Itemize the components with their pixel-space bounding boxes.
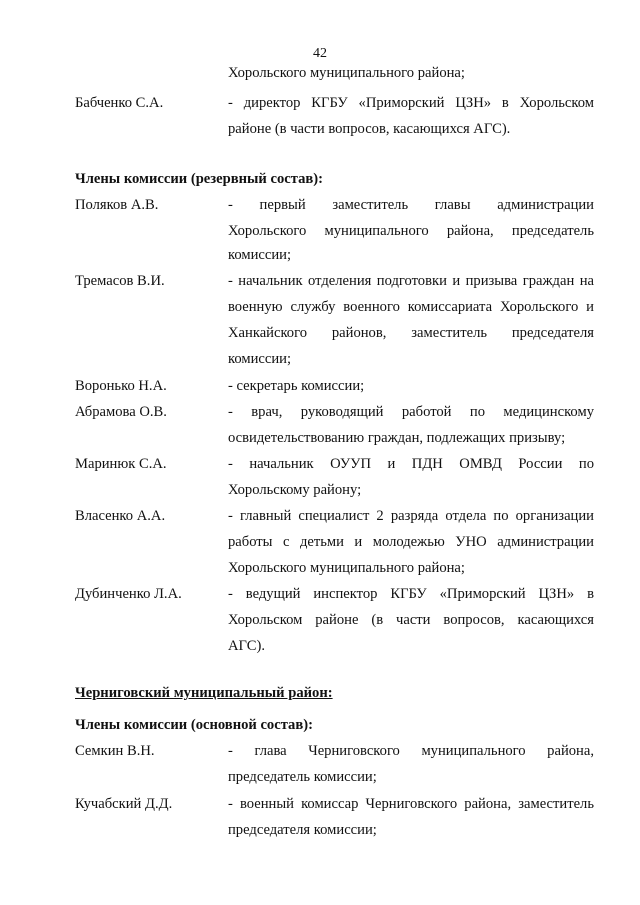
member-name: Дубинченко Л.А. — [75, 586, 182, 602]
member-name: Власенко А.А. — [75, 508, 166, 524]
section-heading-main: Члены комиссии (основной состав): — [75, 717, 313, 733]
member-role-line: - начальник ОУУП и ПДН ОМВД России по — [228, 456, 594, 472]
member-role-line: - начальник отделения подготовки и призыва граждан на — [228, 273, 594, 289]
member-role-line: Хорольском районе (в части вопросов, касающихся — [228, 612, 594, 628]
member-role-line: - первый заместитель главы администрации — [228, 197, 594, 213]
member-role-line: АГС). — [228, 638, 266, 654]
member-name: Тремасов В.И. — [75, 273, 165, 289]
member-role-line: Хорольского муниципального района, председатель — [228, 223, 594, 239]
text-line: Хорольского муниципального района; — [228, 65, 465, 81]
member-role-line: председателя комиссии; — [228, 822, 377, 838]
member-role-line: - глава Черниговского муниципального района, — [228, 743, 594, 759]
member-role-line: районе (в части вопросов, касающихся АГС). — [228, 121, 511, 137]
member-role-line: Хорольскому району; — [228, 482, 362, 498]
member-role-line: - директор КГБУ «Приморский ЦЗН» в Хорольском — [228, 95, 594, 111]
member-role-line: комиссии; — [228, 247, 292, 263]
member-role-line: Ханкайского районов, заместитель председателя — [228, 325, 594, 341]
member-role-line: - главный специалист 2 разряда отдела по организации — [228, 508, 594, 524]
section-heading-district: Черниговский муниципальный район: — [75, 685, 333, 701]
member-name: Семкин В.Н. — [75, 743, 155, 759]
member-name: Поляков А.В. — [75, 197, 159, 213]
member-name: Маринюк С.А. — [75, 456, 167, 472]
member-role-line: военную службу военного комиссариата Хорольского и — [228, 299, 594, 315]
member-role-line: председатель комиссии; — [228, 769, 377, 785]
member-role-line: - секретарь комиссии; — [228, 378, 365, 394]
member-role-line: комиссии; — [228, 351, 292, 367]
member-role-line: освидетельствованию граждан, подлежащих призыву; — [228, 430, 566, 446]
member-name: Абрамова О.В. — [75, 404, 167, 420]
page-number: 42 — [313, 46, 327, 61]
member-name: Воронько Н.А. — [75, 378, 167, 394]
member-role-line: - врач, руководящий работой по медицинскому — [228, 404, 594, 420]
section-heading-reserve: Члены комиссии (резервный состав): — [75, 171, 323, 187]
member-name: Кучабский Д.Д. — [75, 796, 173, 812]
member-role-line: - ведущий инспектор КГБУ «Приморский ЦЗН» в — [228, 586, 594, 602]
member-role-line: Хорольского муниципального района; — [228, 560, 465, 576]
member-name: Бабченко С.А. — [75, 95, 164, 111]
member-role-line: работы с детьми и молодежью УНО администрации — [228, 534, 594, 550]
member-role-line: - военный комиссар Черниговского района, заместитель — [228, 796, 594, 812]
